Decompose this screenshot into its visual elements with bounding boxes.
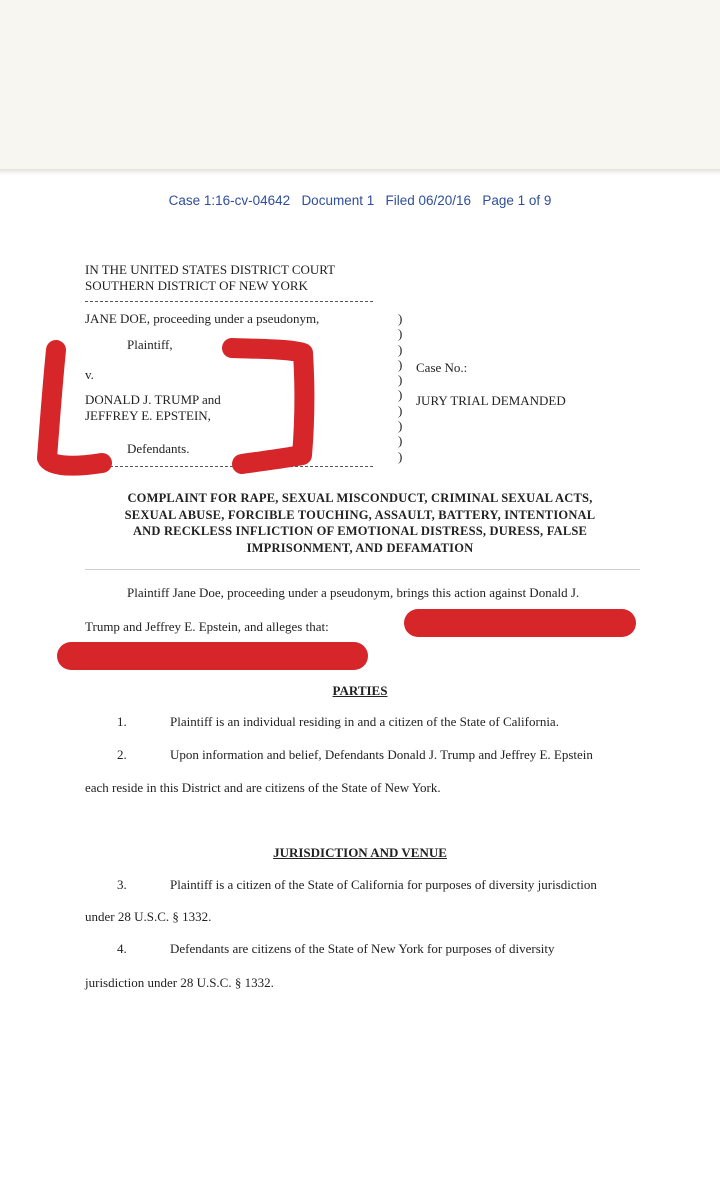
paragraph-1-text: Plaintiff is an individual residing in and a citizen of the State of California. (170, 714, 559, 729)
paren: ) (398, 356, 403, 372)
case-number: Case 1:16-cv-04642 (168, 193, 291, 208)
paren: ) (398, 448, 403, 464)
red-marker-left-bracket (47, 350, 102, 466)
complaint-title-line-4: IMPRISONMENT, AND DEFAMATION (246, 540, 474, 555)
paragraph-2-line-2: each reside in this District and are citizens of the State of New York. (85, 780, 441, 795)
paragraph-4-line-2: jurisdiction under 28 U.S.C. § 1332. (85, 975, 274, 990)
plaintiff-name: JANE DOE, proceeding under a pseudonym, (85, 311, 320, 326)
paren: ) (398, 341, 403, 357)
defendant-line-2: JEFFREY E. EPSTEIN, (85, 408, 211, 423)
red-marker-right-bracket (232, 348, 304, 464)
paragraph-number: 2. (117, 747, 127, 762)
intro-line-1: Plaintiff Jane Doe, proceeding under a pseudonym, brings this action against Donald J. (127, 585, 580, 600)
parties-heading-text: PARTIES (332, 683, 388, 698)
paragraph-number: 4. (117, 941, 127, 956)
paragraph-number: 1. (117, 714, 127, 729)
court-line-1: IN THE UNITED STATES DISTRICT COURT (85, 262, 336, 277)
paren: ) (398, 433, 403, 449)
paren: ) (398, 387, 403, 403)
defendant-line-1: DONALD J. TRUMP and (85, 392, 221, 407)
complaint-title-line-2: SEXUAL ABUSE, FORCIBLE TOUCHING, ASSAULT, BATTERY, INTENTIONAL (124, 507, 596, 522)
paragraph-3-line-1: Plaintiff is a citizen of the State of California for purposes of diversity jurisdiction (170, 877, 597, 892)
paren: ) (398, 326, 403, 342)
filed-date: Filed 06/20/16 (385, 193, 472, 208)
case-no-label: Case No.: (416, 360, 468, 375)
paren: ) (398, 418, 403, 434)
paragraph-4-line-1: Defendants are citizens of the State of New York for purposes of diversity (170, 941, 555, 956)
redaction-bar-2 (57, 642, 368, 670)
jury-demand: JURY TRIAL DEMANDED (416, 393, 566, 408)
jurisdiction-heading-text: JURISDICTION AND VENUE (273, 845, 447, 860)
paren: ) (398, 402, 403, 418)
paragraph-2-line-1: Upon information and belief, Defendants Donald J. Trump and Jeffrey E. Epstein (170, 747, 593, 762)
plaintiff-role: Plaintiff, (127, 337, 173, 352)
redaction-bar-1 (404, 609, 636, 637)
paragraph-3-line-2: under 28 U.S.C. § 1332. (85, 909, 212, 924)
intro-line-2: Trump and Jeffrey E. Epstein, and alleges that: (85, 619, 329, 634)
paragraph-number: 3. (117, 877, 127, 892)
paren: ) (398, 311, 403, 326)
paren: ) (398, 372, 403, 388)
complaint-title-line-1: COMPLAINT FOR RAPE, SEXUAL MISCONDUCT, CRIMINAL SEXUAL ACTS, (127, 491, 593, 505)
document-number: Document 1 (301, 193, 375, 208)
court-line-2: SOUTHERN DISTRICT OF NEW YORK (85, 278, 308, 293)
versus: v. (85, 367, 94, 382)
defendant-role: Defendants. (127, 441, 190, 456)
page-indicator: Page 1 of 9 (482, 193, 552, 208)
complaint-title-line-3: AND RECKLESS INFLICTION OF EMOTIONAL DISTRESS, DURESS, FALSE (132, 524, 588, 538)
